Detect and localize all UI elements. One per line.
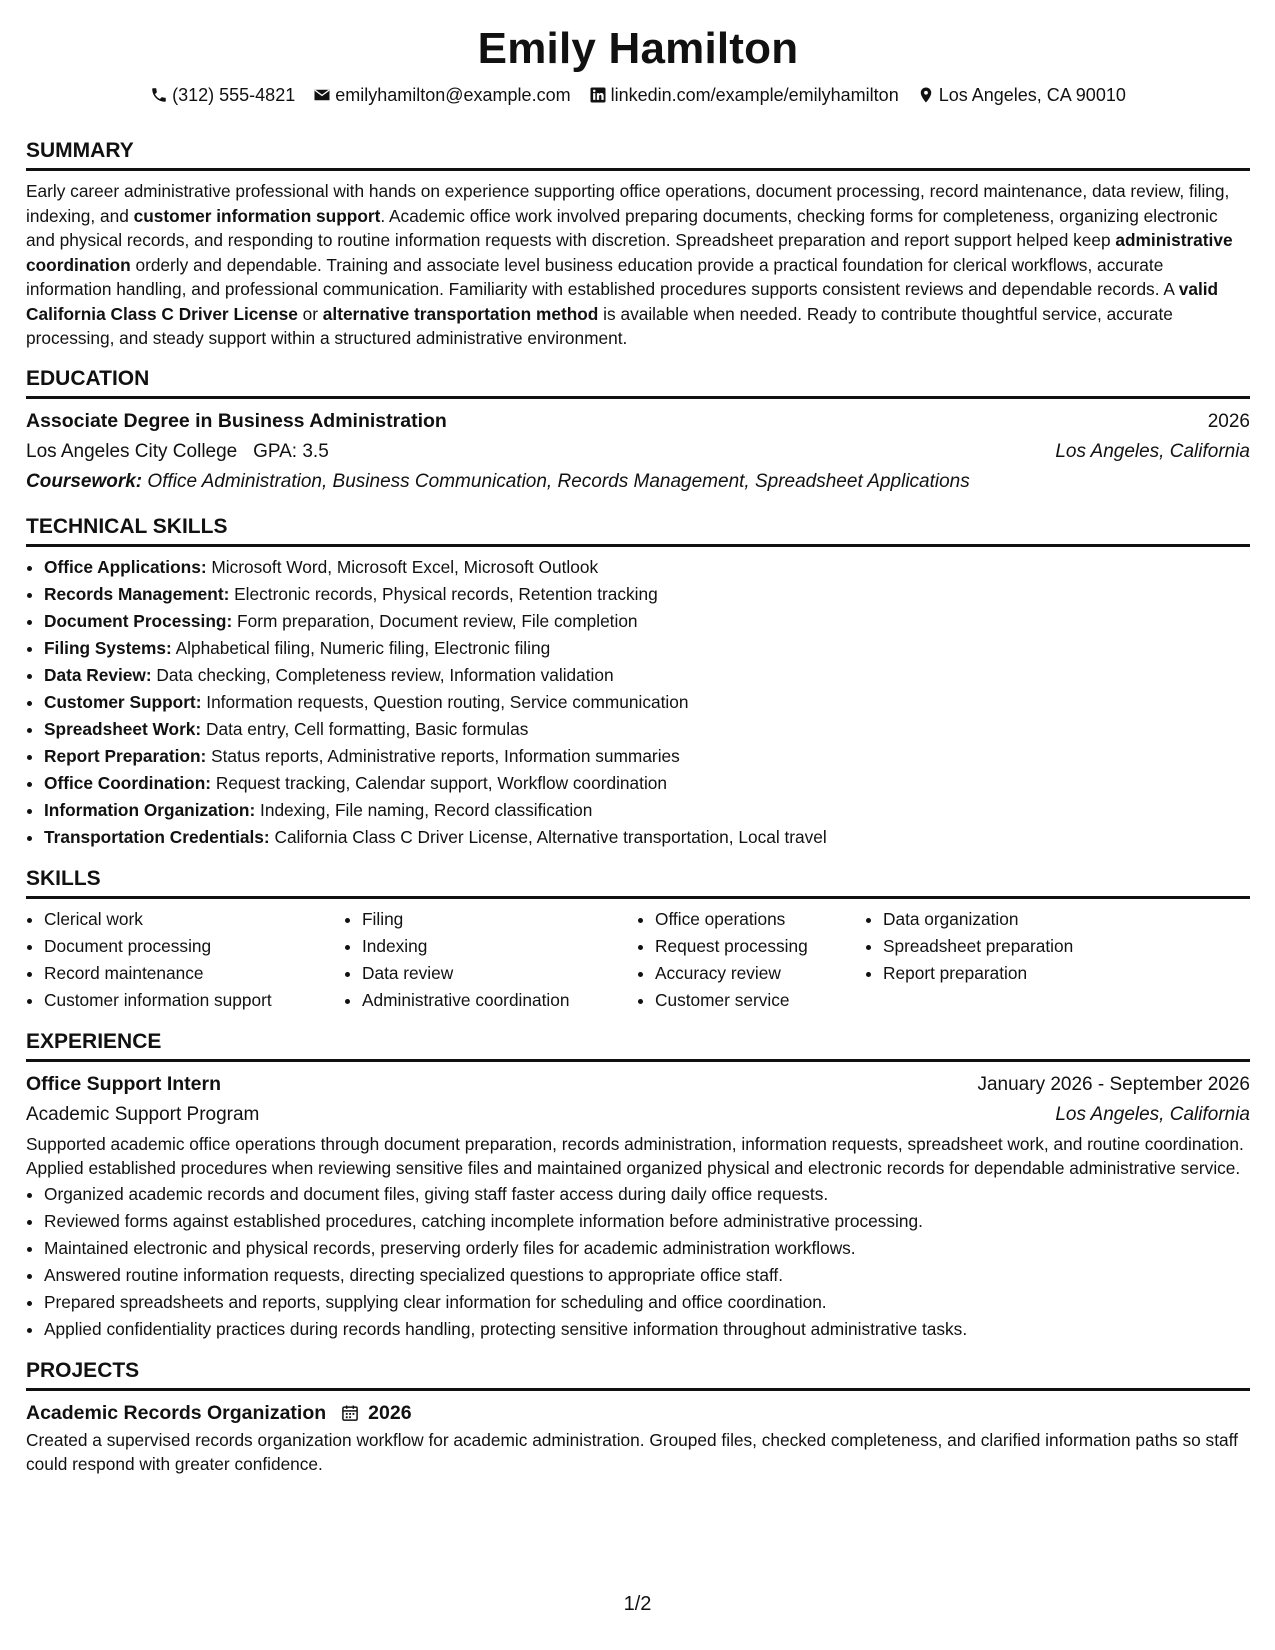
experience-heading: EXPERIENCE bbox=[26, 1028, 1250, 1062]
list-item: • Filing Systems: Alphabetical filing, Numeric filing, Electronic filing bbox=[44, 635, 1250, 662]
list-item: • Answered routine information requests, directing specialized questions to appropriate office staff. bbox=[44, 1262, 1250, 1289]
list-item: • Data review bbox=[362, 960, 637, 987]
skills-column-3 bbox=[637, 906, 865, 1014]
contact-linkedin[interactable] bbox=[589, 82, 899, 108]
list-item: • Request processing bbox=[655, 933, 865, 960]
contact-location bbox=[917, 82, 1126, 108]
phone-text: (312) 555-4821 bbox=[172, 85, 296, 105]
education-school-row bbox=[26, 437, 1250, 467]
skills-grid bbox=[26, 906, 1250, 1014]
project-description: Created a supervised records organization workflow for academic administration. Grouped files, checked completeness, and clarified information paths so staff could respond with greater confidence. bbox=[26, 1429, 1238, 1474]
job-location: Los Angeles, California bbox=[1055, 1103, 1250, 1125]
list-item: • Maintained electronic and physical records, preserving orderly files for academic administration workflows. bbox=[44, 1235, 1250, 1262]
list-item: • Clerical work bbox=[44, 906, 344, 933]
list-item: • Indexing bbox=[362, 933, 637, 960]
list-item: • Spreadsheet Work: Data entry, Cell formatting, Basic formulas bbox=[44, 716, 1250, 743]
linkedin-text: linkedin.com/example/emilyhamilton bbox=[610, 85, 899, 105]
calendar-icon bbox=[340, 1403, 360, 1423]
school-location: Los Angeles, California bbox=[1055, 440, 1250, 462]
list-item: • Customer Support: Information requests, Question routing, Service communication bbox=[44, 689, 1250, 716]
technical-skills-heading: TECHNICAL SKILLS bbox=[26, 513, 1250, 547]
projects-section bbox=[26, 1357, 1250, 1477]
list-item: • Filing bbox=[362, 906, 637, 933]
project-header bbox=[26, 1398, 1250, 1428]
project-date bbox=[340, 1398, 411, 1428]
technical-skills-section bbox=[26, 513, 1250, 851]
list-item: • Applied confidentiality practices during records handling, protecting sensitive information throughout administrative tasks. bbox=[44, 1316, 1250, 1343]
resume-page bbox=[26, 18, 1250, 1477]
contact-phone[interactable] bbox=[150, 82, 295, 108]
project-year: 2026 bbox=[368, 1401, 412, 1424]
email-text: emilyhamilton@example.com bbox=[335, 85, 571, 105]
degree-title: Associate Degree in Business Administration bbox=[26, 409, 447, 432]
skills-heading: SKILLS bbox=[26, 865, 1250, 899]
list-item: • Transportation Credentials: California Class C Driver License, Alternative transportation, Local travel bbox=[44, 824, 1250, 851]
skills-section bbox=[26, 865, 1250, 1014]
list-item: • Office operations bbox=[655, 906, 865, 933]
education-heading: EDUCATION bbox=[26, 365, 1250, 399]
projects-heading: PROJECTS bbox=[26, 1357, 1250, 1391]
skills-column-1 bbox=[26, 906, 344, 1014]
linkedin-icon bbox=[589, 86, 607, 104]
list-item: • Document Processing: Form preparation, Document review, File completion bbox=[44, 608, 1250, 635]
skills-column-4 bbox=[865, 906, 1183, 1014]
project-name: Academic Records Organization bbox=[26, 1401, 327, 1424]
school-name: Los Angeles City College bbox=[26, 440, 238, 462]
envelope-icon bbox=[313, 86, 331, 104]
experience-description: Supported academic office operations through document preparation, records administration, information requests, spreadsheet work, and routine coordination. Applied established procedures when reviewing sensitive files and maintained organized physical and electronic records for dependable administrative service. bbox=[26, 1133, 1244, 1178]
summary-text: Early career administrative professional with hands on experience supporting office operations, document processing, record maintenance, data review, filing, indexing, and customer information support. Academic office work involved preparing documents, checking forms for completeness, organizing electronic and physical records, and responding to routine information requests with discretion. Spreadsheet preparation and report support helped keep administrative coordination orderly and dependable. Training and associate level business education provide a practical foundation for clerical workflows, accurate information handling, and professional communication. Familiarity with established procedures supports consistent reviews and dependable records. A valid California Class C Driver License or alternative transportation method is available when needed. Ready to contribute thoughtful service, accurate processing, and steady support within a structured administrative environment. bbox=[26, 181, 1233, 348]
list-item: • Data Review: Data checking, Completeness review, Information validation bbox=[44, 662, 1250, 689]
technical-skills-list bbox=[26, 554, 1250, 851]
list-item: • Office Coordination: Request tracking, Calendar support, Workflow coordination bbox=[44, 770, 1250, 797]
list-item: • Administrative coordination bbox=[362, 987, 637, 1014]
list-item: • Records Management: Electronic records, Physical records, Retention tracking bbox=[44, 581, 1250, 608]
gpa: GPA: 3.5 bbox=[253, 440, 329, 462]
list-item: • Customer service bbox=[655, 987, 865, 1014]
school-info bbox=[26, 437, 329, 467]
list-item: • Customer information support bbox=[44, 987, 344, 1014]
list-item: • Information Organization: Indexing, File naming, Record classification bbox=[44, 797, 1250, 824]
experience-bullets bbox=[26, 1181, 1250, 1343]
experience-org-row bbox=[26, 1100, 1250, 1130]
list-item: • Data organization bbox=[883, 906, 1183, 933]
map-marker-icon bbox=[917, 86, 935, 104]
list-item: • Document processing bbox=[44, 933, 344, 960]
list-item: • Report Preparation: Status reports, Administrative reports, Information summaries bbox=[44, 743, 1250, 770]
list-item: • Record maintenance bbox=[44, 960, 344, 987]
candidate-name: Emily Hamilton bbox=[477, 24, 799, 73]
summary-section bbox=[26, 137, 1250, 351]
list-item: • Report preparation bbox=[883, 960, 1183, 987]
location-text: Los Angeles, CA 90010 bbox=[938, 85, 1126, 105]
skills-column-2 bbox=[344, 906, 637, 1014]
summary-heading: SUMMARY bbox=[26, 137, 1250, 171]
job-title: Office Support Intern bbox=[26, 1072, 221, 1095]
list-item: • Prepared spreadsheets and reports, supplying clear information for scheduling and office coordination. bbox=[44, 1289, 1250, 1316]
page-number: 1/2 bbox=[623, 1593, 652, 1615]
experience-role-row bbox=[26, 1069, 1250, 1100]
list-item: • Accuracy review bbox=[655, 960, 865, 987]
coursework-label: Coursework: bbox=[26, 470, 143, 492]
coursework-list: Office Administration, Business Communication, Records Management, Spreadsheet Applications bbox=[147, 470, 970, 492]
phone-icon bbox=[150, 86, 168, 104]
coursework bbox=[26, 467, 1250, 497]
list-item: • Organized academic records and document files, giving staff faster access during daily office requests. bbox=[44, 1181, 1250, 1208]
list-item: • Spreadsheet preparation bbox=[883, 933, 1183, 960]
job-dates: January 2026 - September 2026 bbox=[977, 1073, 1250, 1095]
education-section bbox=[26, 365, 1250, 497]
education-degree-row bbox=[26, 406, 1250, 437]
organization: Academic Support Program bbox=[26, 1103, 260, 1125]
degree-year: 2026 bbox=[1207, 410, 1250, 432]
contact-bar bbox=[26, 82, 1250, 108]
contact-email[interactable] bbox=[313, 82, 570, 108]
list-item: • Office Applications: Microsoft Word, Microsoft Excel, Microsoft Outlook bbox=[44, 554, 1250, 581]
list-item: • Reviewed forms against established procedures, catching incomplete information before administrative processing. bbox=[44, 1208, 1250, 1235]
experience-section bbox=[26, 1028, 1250, 1343]
